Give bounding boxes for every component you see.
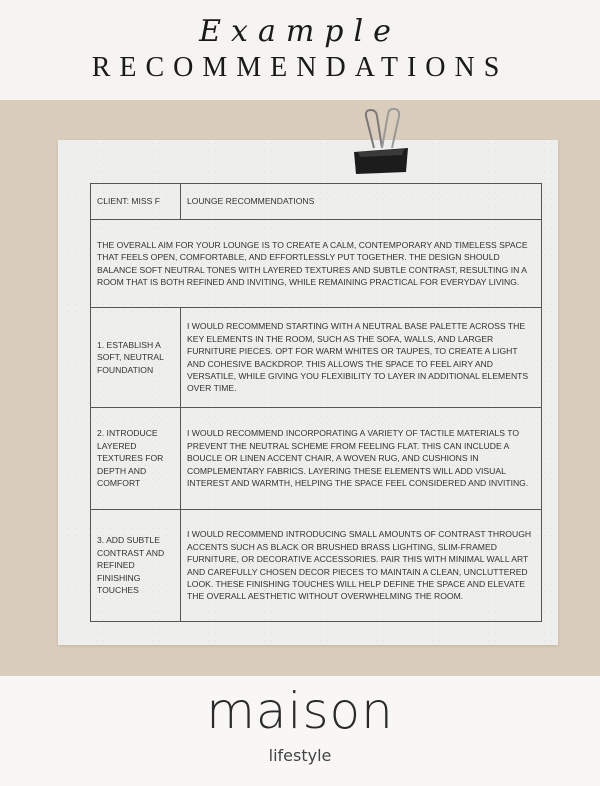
row-label: 1. ESTABLISH A SOFT, NEUTRAL FOUNDATION: [91, 308, 181, 408]
brand-logo: maison: [206, 682, 394, 740]
client-cell: CLIENT: MISS F: [91, 184, 181, 220]
table-row: [91, 408, 542, 510]
table-heading-cell: LOUNGE RECOMMENDATIONS: [181, 184, 542, 220]
row-text: I WOULD RECOMMEND INTRODUCING SMALL AMOUNTS OF CONTRAST THROUGH ACCENTS SUCH AS BLACK OR BRUSHED BRASS LIGHTING, SLIM-FRAMED FURNITURE, OR DECORATIVE ACCESSORIES. PAIR THIS WITH MINIMAL WALL ART AND CAREFULLY CHOSEN DECOR PIECES TO MAINTAIN A CLEAN, UNCLUTTERED LOOK. THESE FINISHING TOUCHES WILL HELP DEFINE THE SPACE AND ELEVATE THE OVERALL AESTHETIC WITHOUT OVERWHELMING THE ROOM.: [181, 510, 542, 622]
recommendations-table: [90, 183, 542, 622]
intro-cell: THE OVERALL AIM FOR YOUR LOUNGE IS TO CREATE A CALM, CONTEMPORARY AND TIMELESS SPACE THAT FEELS OPEN, COMFORTABLE, AND EFFORTLESSLY PUT TOGETHER. THE DESIGN SHOULD BALANCE SOFT NEUTRAL TONES WITH LAYERED TEXTURES AND SUBTLE CONTRAST, RESULTING IN A ROOM THAT IS BOTH REFINED AND INVITING, WHILE REMAINING PRACTICAL FOR EVERYDAY LIVING.: [91, 220, 542, 308]
page-footer: [0, 676, 600, 786]
row-label: 3. ADD SUBTLE CONTRAST AND REFINED FINISHING TOUCHES: [91, 510, 181, 622]
row-text: I WOULD RECOMMEND STARTING WITH A NEUTRAL BASE PALETTE ACROSS THE KEY ELEMENTS IN THE ROOM, SUCH AS THE SOFA, WALLS, AND LARGER FURNITURE PIECES. OPT FOR WARM WHITES OR TAUPES, TO CREATE A LIGHT AND COHESIVE BACKDROP. THIS ALLOWS THE SPACE TO FEEL AIRY AND VERSATILE, WHILE GIVING YOU FLEXIBILITY TO LAYER IN ADDITIONAL ELEMENTS OVER TIME.: [181, 308, 542, 408]
binder-clip-icon: [352, 108, 410, 174]
page-header: [0, 0, 600, 100]
row-label: 2. INTRODUCE LAYERED TEXTURES FOR DEPTH AND COMFORT: [91, 408, 181, 510]
page-title: RECOMMENDATIONS: [91, 52, 509, 83]
table-row: [91, 308, 542, 408]
row-text: I WOULD RECOMMEND INCORPORATING A VARIETY OF TACTILE MATERIALS TO PREVENT THE NEUTRAL SCHEME FROM FEELING FLAT. THIS CAN INCLUDE A BOUCLE OR LINEN ACCENT CHAIR, A WOVEN RUG, AND CUSHIONS IN COMPLEMENTARY FABRICS. LAYERING THESE ELEMENTS WILL ADD VISUAL INTEREST AND WARMTH, HELPING THE SPACE FEEL CONSIDERED AND INVITING.: [181, 408, 542, 510]
brand-tagline: lifestyle: [268, 746, 332, 765]
script-title: Example: [199, 14, 401, 49]
table-row: [91, 510, 542, 622]
